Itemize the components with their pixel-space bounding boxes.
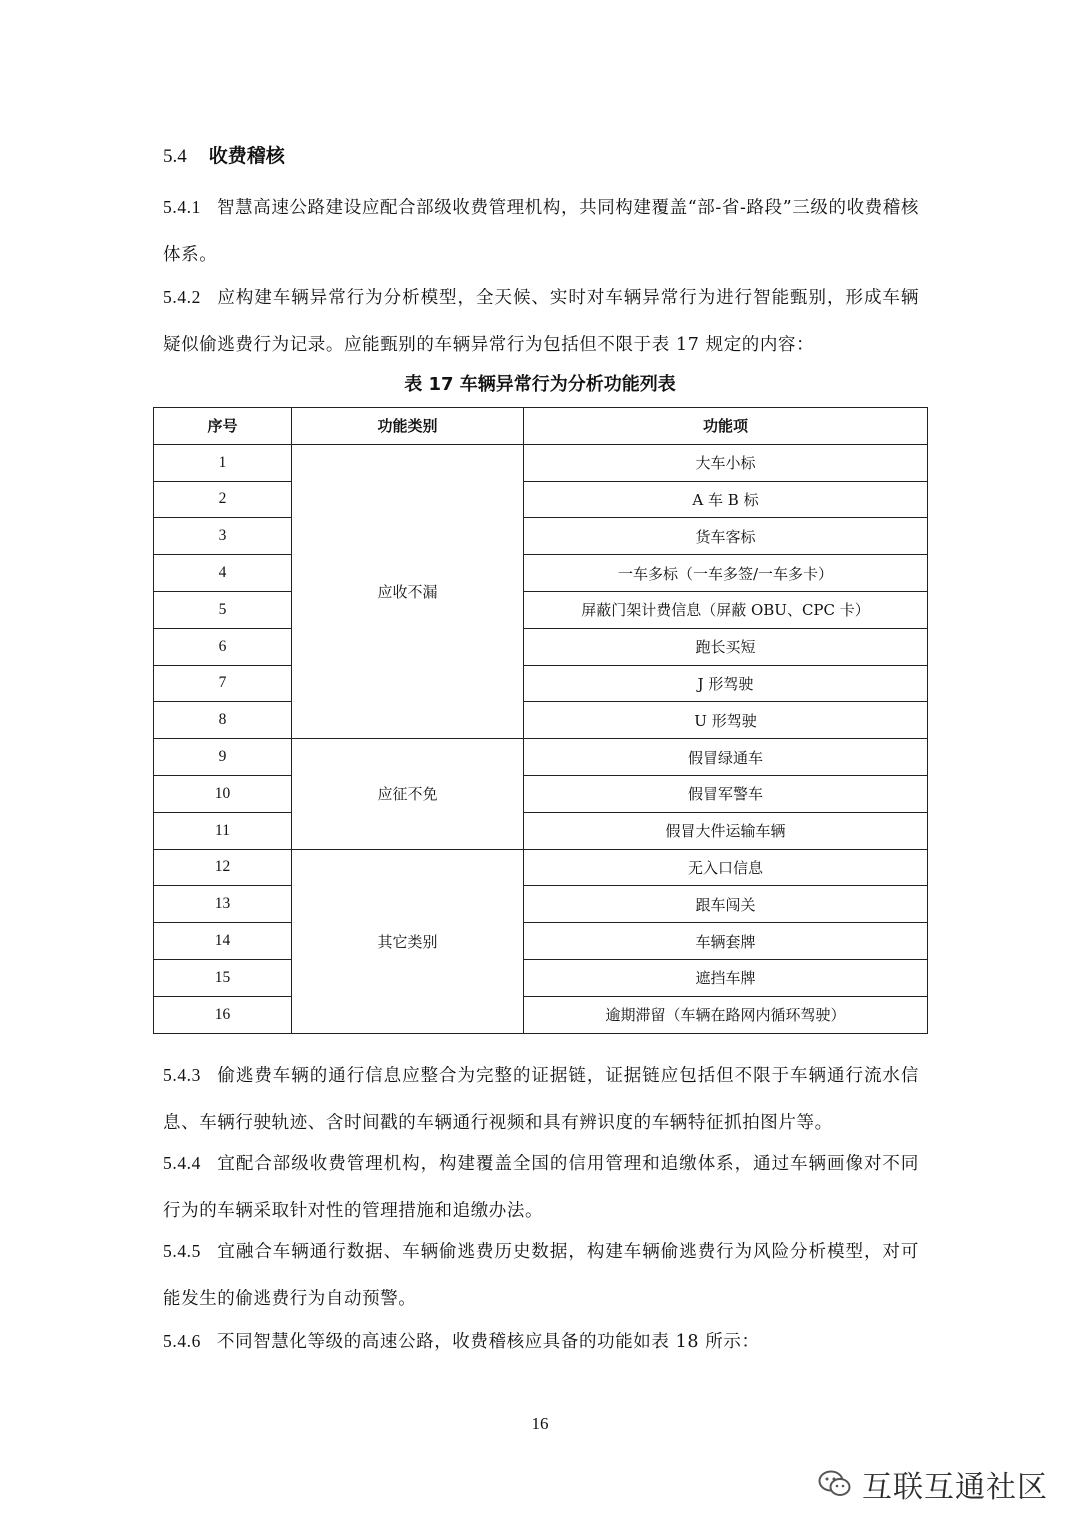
paragraph-text: 偷逃费车辆的通行信息应整合为完整的证据链，证据链应包括但不限于车辆通行流水信息、车辆行驶轨迹、含时间戳的车辆通行视频和具有辨识度的车辆特征抓拍图片等。 [163, 1066, 919, 1133]
row-index: 15 [154, 959, 292, 996]
row-item: 假冒大件运输车辆 [524, 812, 928, 849]
row-index: 7 [154, 665, 292, 702]
section-heading [163, 141, 285, 168]
watermark-text: 互联互通社区 [862, 1470, 1048, 1505]
paragraph-text: 智慧高速公路建设应配合部级收费管理机构，共同构建覆盖“部-省-路段”三级的收费稽核体系。 [163, 198, 919, 265]
table-row [154, 555, 928, 592]
paragraph-5-4-2 [163, 274, 919, 369]
header-item: 功能项 [524, 408, 928, 445]
paragraph-text: 宜融合车辆通行数据、车辆偷逃费历史数据，构建车辆偷逃费行为风险分析模型，对可能发生的偷逃费行为自动预警。 [163, 1242, 919, 1309]
function-table [153, 407, 928, 1034]
category-cell: 其它类别 [292, 849, 524, 1033]
row-item: 遮挡车牌 [524, 959, 928, 996]
row-index: 13 [154, 886, 292, 923]
row-index: 2 [154, 481, 292, 518]
paragraph-5-4-4 [163, 1140, 919, 1235]
row-item: 跑长买短 [524, 628, 928, 665]
table-row [154, 591, 928, 628]
row-item: 货车客标 [524, 518, 928, 555]
table-row [154, 996, 928, 1033]
row-item: 假冒绿通车 [524, 739, 928, 776]
row-item: U 形驾驶 [524, 702, 928, 739]
section-title: 收费稽核 [208, 145, 285, 167]
row-index: 1 [154, 444, 292, 481]
paragraph-number: 5.4.2 [163, 287, 201, 307]
header-index: 序号 [154, 408, 292, 445]
table-caption: 表 17 车辆异常行为分析功能列表 [404, 374, 676, 395]
paragraph-number: 5.4.1 [163, 197, 201, 217]
paragraph-5-4-3 [163, 1052, 919, 1147]
watermark [818, 1462, 1048, 1506]
table-row [154, 959, 928, 996]
paragraph-number: 5.4.3 [163, 1065, 201, 1085]
table-row [154, 628, 928, 665]
row-item: 无入口信息 [524, 849, 928, 886]
paragraph-text: 应构建车辆异常行为分析模型，全天候、实时对车辆异常行为进行智能甄别，形成车辆疑似偷逃费行为记录。应能甄别的车辆异常行为包括但不限于表 17 规定的内容： [163, 288, 919, 355]
table-row [154, 665, 928, 702]
row-index: 11 [154, 812, 292, 849]
row-item: A 车 B 标 [524, 481, 928, 518]
row-item: 逾期滞留（车辆在路网内循环驾驶） [524, 996, 928, 1033]
row-index: 6 [154, 628, 292, 665]
header-category: 功能类别 [292, 408, 524, 445]
paragraph-number: 5.4.6 [163, 1331, 201, 1351]
table-row [154, 849, 928, 886]
row-item: 车辆套牌 [524, 923, 928, 960]
paragraph-5-4-6 [163, 1318, 919, 1366]
row-index: 5 [154, 591, 292, 628]
paragraph-number: 5.4.4 [163, 1153, 201, 1173]
row-index: 4 [154, 555, 292, 592]
paragraph-5-4-1 [163, 184, 919, 279]
table-header-row [154, 408, 928, 445]
row-index: 12 [154, 849, 292, 886]
table-row [154, 518, 928, 555]
row-item: 一车多标（一车多签/一车多卡） [524, 555, 928, 592]
paragraph-text: 宜配合部级收费管理机构，构建覆盖全国的信用管理和追缴体系，通过车辆画像对不同行为的车辆采取针对性的管理措施和追缴办法。 [163, 1154, 919, 1221]
row-item: 假冒军警车 [524, 775, 928, 812]
table-row [154, 923, 928, 960]
row-index: 8 [154, 702, 292, 739]
row-item: 屏蔽门架计费信息（屏蔽 OBU、CPC 卡） [524, 591, 928, 628]
page-number: 16 [531, 1414, 549, 1433]
paragraph-number: 5.4.5 [163, 1241, 201, 1261]
table-row [154, 739, 928, 776]
row-item: J 形驾驶 [524, 665, 928, 702]
row-index: 9 [154, 739, 292, 776]
paragraph-5-4-5 [163, 1228, 919, 1323]
table-row [154, 775, 928, 812]
table-row [154, 886, 928, 923]
row-index: 3 [154, 518, 292, 555]
row-index: 10 [154, 775, 292, 812]
section-number: 5.4 [163, 146, 187, 167]
row-index: 14 [154, 923, 292, 960]
table-row [154, 702, 928, 739]
wechat-icon [818, 1469, 852, 1499]
category-cell: 应征不免 [292, 739, 524, 849]
row-item: 大车小标 [524, 444, 928, 481]
table-row [154, 812, 928, 849]
category-cell: 应收不漏 [292, 444, 524, 738]
paragraph-text: 不同智慧化等级的高速公路，收费稽核应具备的功能如表 18 所示： [217, 1332, 760, 1352]
row-item: 跟车闯关 [524, 886, 928, 923]
table-row [154, 444, 928, 481]
table-row [154, 481, 928, 518]
row-index: 16 [154, 996, 292, 1033]
